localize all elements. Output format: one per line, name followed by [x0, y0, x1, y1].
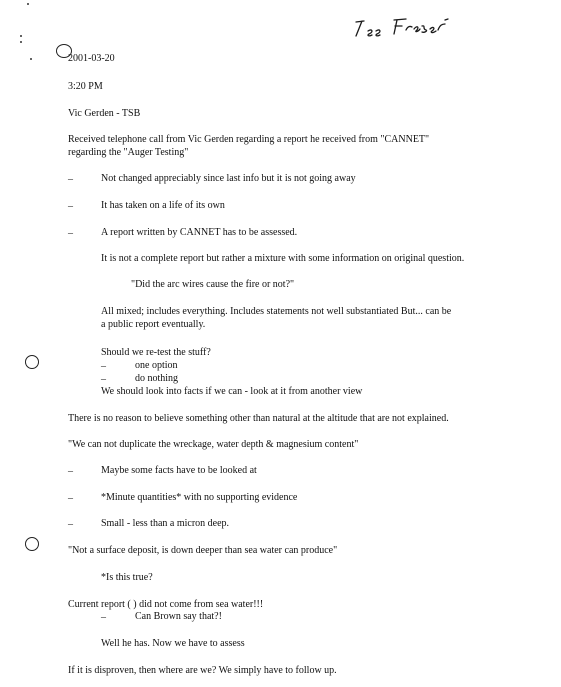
option-1: one option: [135, 360, 178, 371]
bullet-5: *Minute quantities* with no supporting evidence: [101, 492, 298, 503]
well-he-has: Well he has. Now we have to assess: [101, 638, 245, 649]
bullet-dash: –: [68, 174, 73, 185]
punch-hole: [25, 537, 39, 551]
current-report: Current report ( ) did not come from sea water!!!: [68, 599, 264, 610]
can-brown: Can Brown say that?!: [135, 611, 222, 622]
intro-line-1: Received telephone call from Vic Gerden regarding a report he received from "CANNET": [68, 134, 430, 145]
bullet-dash: –: [68, 201, 73, 212]
memo-time: 3:20 PM: [68, 81, 103, 92]
scan-speck: [20, 41, 22, 43]
no-reason: There is no reason to believe something other than natural at the altitude that are not explained.: [68, 413, 449, 424]
bullet-dash: –: [68, 228, 73, 239]
punch-hole: [25, 355, 39, 369]
if-disproven: If it is disproven, then where are we? We simply have to follow up.: [68, 665, 337, 676]
handwritten-signature: [350, 14, 462, 40]
scan-speck: [27, 3, 29, 5]
memo-date: 2001-03-20: [68, 53, 115, 64]
bullet-dash: –: [68, 466, 73, 477]
quote-1: "Did the arc wires cause the fire or not?": [131, 279, 295, 290]
option-dash: –: [101, 612, 106, 623]
option-dash: –: [101, 361, 106, 372]
bullet-dash: –: [68, 493, 73, 504]
bullet-6: Small - less than a micron deep.: [101, 518, 230, 529]
paragraph-2-line-2: a public report eventually.: [101, 319, 206, 330]
scan-speck: [20, 35, 22, 37]
bullet-2: It has taken on a life of its own: [101, 200, 225, 211]
paragraph-2-line-1: All mixed; includes everything. Includes statements not well substantiated But... can be: [101, 306, 452, 317]
option-2: do nothing: [135, 373, 179, 384]
bullet-dash: –: [68, 519, 73, 530]
bullet-4: Maybe some facts have to be looked at: [101, 465, 257, 476]
question: Should we re-test the stuff?: [101, 347, 211, 358]
intro-line-2: regarding the "Auger Testing": [68, 147, 189, 158]
paragraph-1: It is not a complete report but rather a mixture with some information on original question.: [101, 253, 465, 264]
option-dash: –: [101, 374, 106, 385]
is-true: *Is this true?: [101, 572, 153, 583]
bullet-1: Not changed appreciably since last info but it is not going away: [101, 173, 356, 184]
quote-2: "We can not duplicate the wreckage, water depth & magnesium content": [68, 439, 359, 450]
should-look: We should look into facts if we can - look at it from another view: [101, 386, 363, 397]
bullet-3: A report written by CANNET has to be assessed.: [101, 227, 298, 238]
scan-speck: [30, 58, 32, 60]
quote-3: "Not a surface deposit, is down deeper than sea water can produce": [68, 545, 338, 556]
memo-contact: Vic Gerden - TSB: [68, 108, 141, 119]
